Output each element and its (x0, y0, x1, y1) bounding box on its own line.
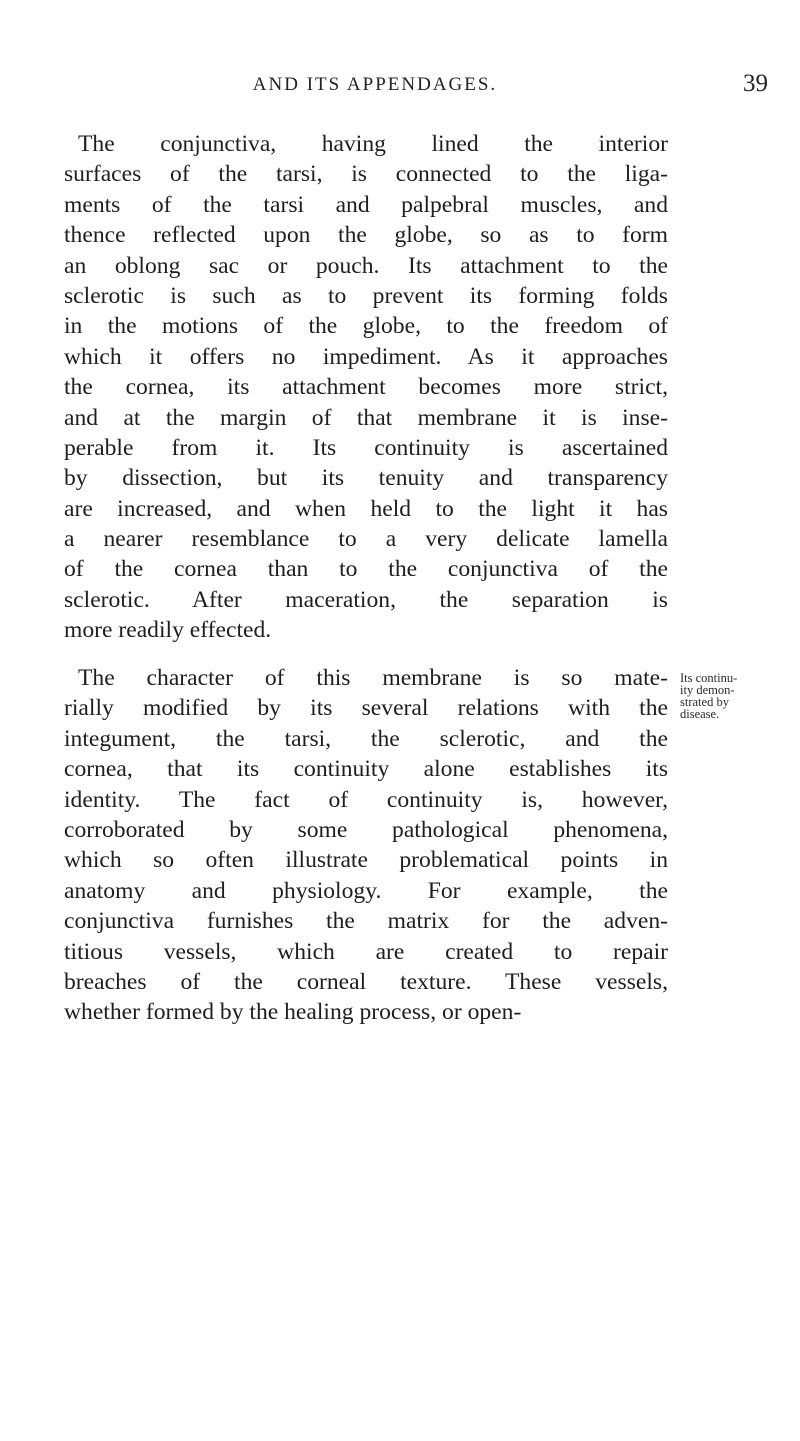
text-line: identity. The fact of continuity is, however, (64, 786, 668, 813)
text-line: the cornea, its attachment becomes more strict, (64, 374, 668, 401)
text-line: perable from it. Its continuity is ascertained (64, 434, 668, 461)
text-line: corroborated by some pathological phenomena, (64, 816, 668, 843)
text-line: breaches of the corneal texture. These vessels, (64, 968, 668, 995)
text-line: in the motions of the globe, to the freedom of (64, 313, 668, 340)
text-line: The character of this membrane is so mate- (78, 665, 668, 691)
paragraph-1 (64, 129, 668, 646)
text-line: of the cornea than to the conjunctiva of the (64, 556, 668, 583)
text-line: whether formed by the healing process, or open- (64, 999, 522, 1026)
text-line: sclerotic is such as to prevent its forming folds (64, 282, 668, 309)
text-line: cornea, that its continuity alone establishes its (64, 756, 668, 783)
margin-note-line: disease. (680, 707, 720, 721)
text-line: conjunctiva furnishes the matrix for the adven- (64, 908, 668, 935)
text-line: more readily effected. (64, 617, 272, 644)
text-line: ments of the tarsi and palpebral muscles, and (64, 191, 668, 218)
text-line: a nearer resemblance to a very delicate lamella (64, 526, 668, 553)
text-line: anatomy and physiology. For example, the (64, 877, 668, 904)
page-number: 39 (743, 70, 768, 97)
margin-note-line: ity demon- (680, 683, 735, 697)
text-line: integument, the tarsi, the sclerotic, and the (64, 725, 668, 752)
margin-note-line: strated by (680, 695, 729, 709)
text-line: are increased, and when held to the light it has (64, 495, 668, 522)
text-line: rially modified by its several relations with the (64, 695, 668, 722)
running-head (0, 70, 800, 104)
running-head-title: AND ITS APPENDAGES. (252, 74, 498, 95)
paragraph-2 (64, 663, 668, 1028)
text-line: titious vessels, which are created to repair (64, 938, 668, 965)
text-line: an oblong sac or pouch. Its attachment to the (64, 252, 668, 279)
text-line: thence reflected upon the globe, so as to form (64, 222, 668, 249)
margin-note-line: Its continu- (680, 671, 738, 685)
text-line: by dissection, but its tenuity and transparency (64, 465, 668, 492)
text-line: which it offers no impediment. As it approaches (64, 343, 668, 370)
text-line: surfaces of the tarsi, is connected to the liga- (64, 161, 668, 188)
margin-note (680, 672, 790, 720)
text-line: sclerotic. After maceration, the separation is (64, 586, 668, 613)
text-line: The conjunctiva, having lined the interior (78, 131, 668, 157)
text-line: which so often illustrate problematical points in (64, 847, 668, 874)
text-line: and at the margin of that membrane it is inse- (64, 404, 668, 431)
